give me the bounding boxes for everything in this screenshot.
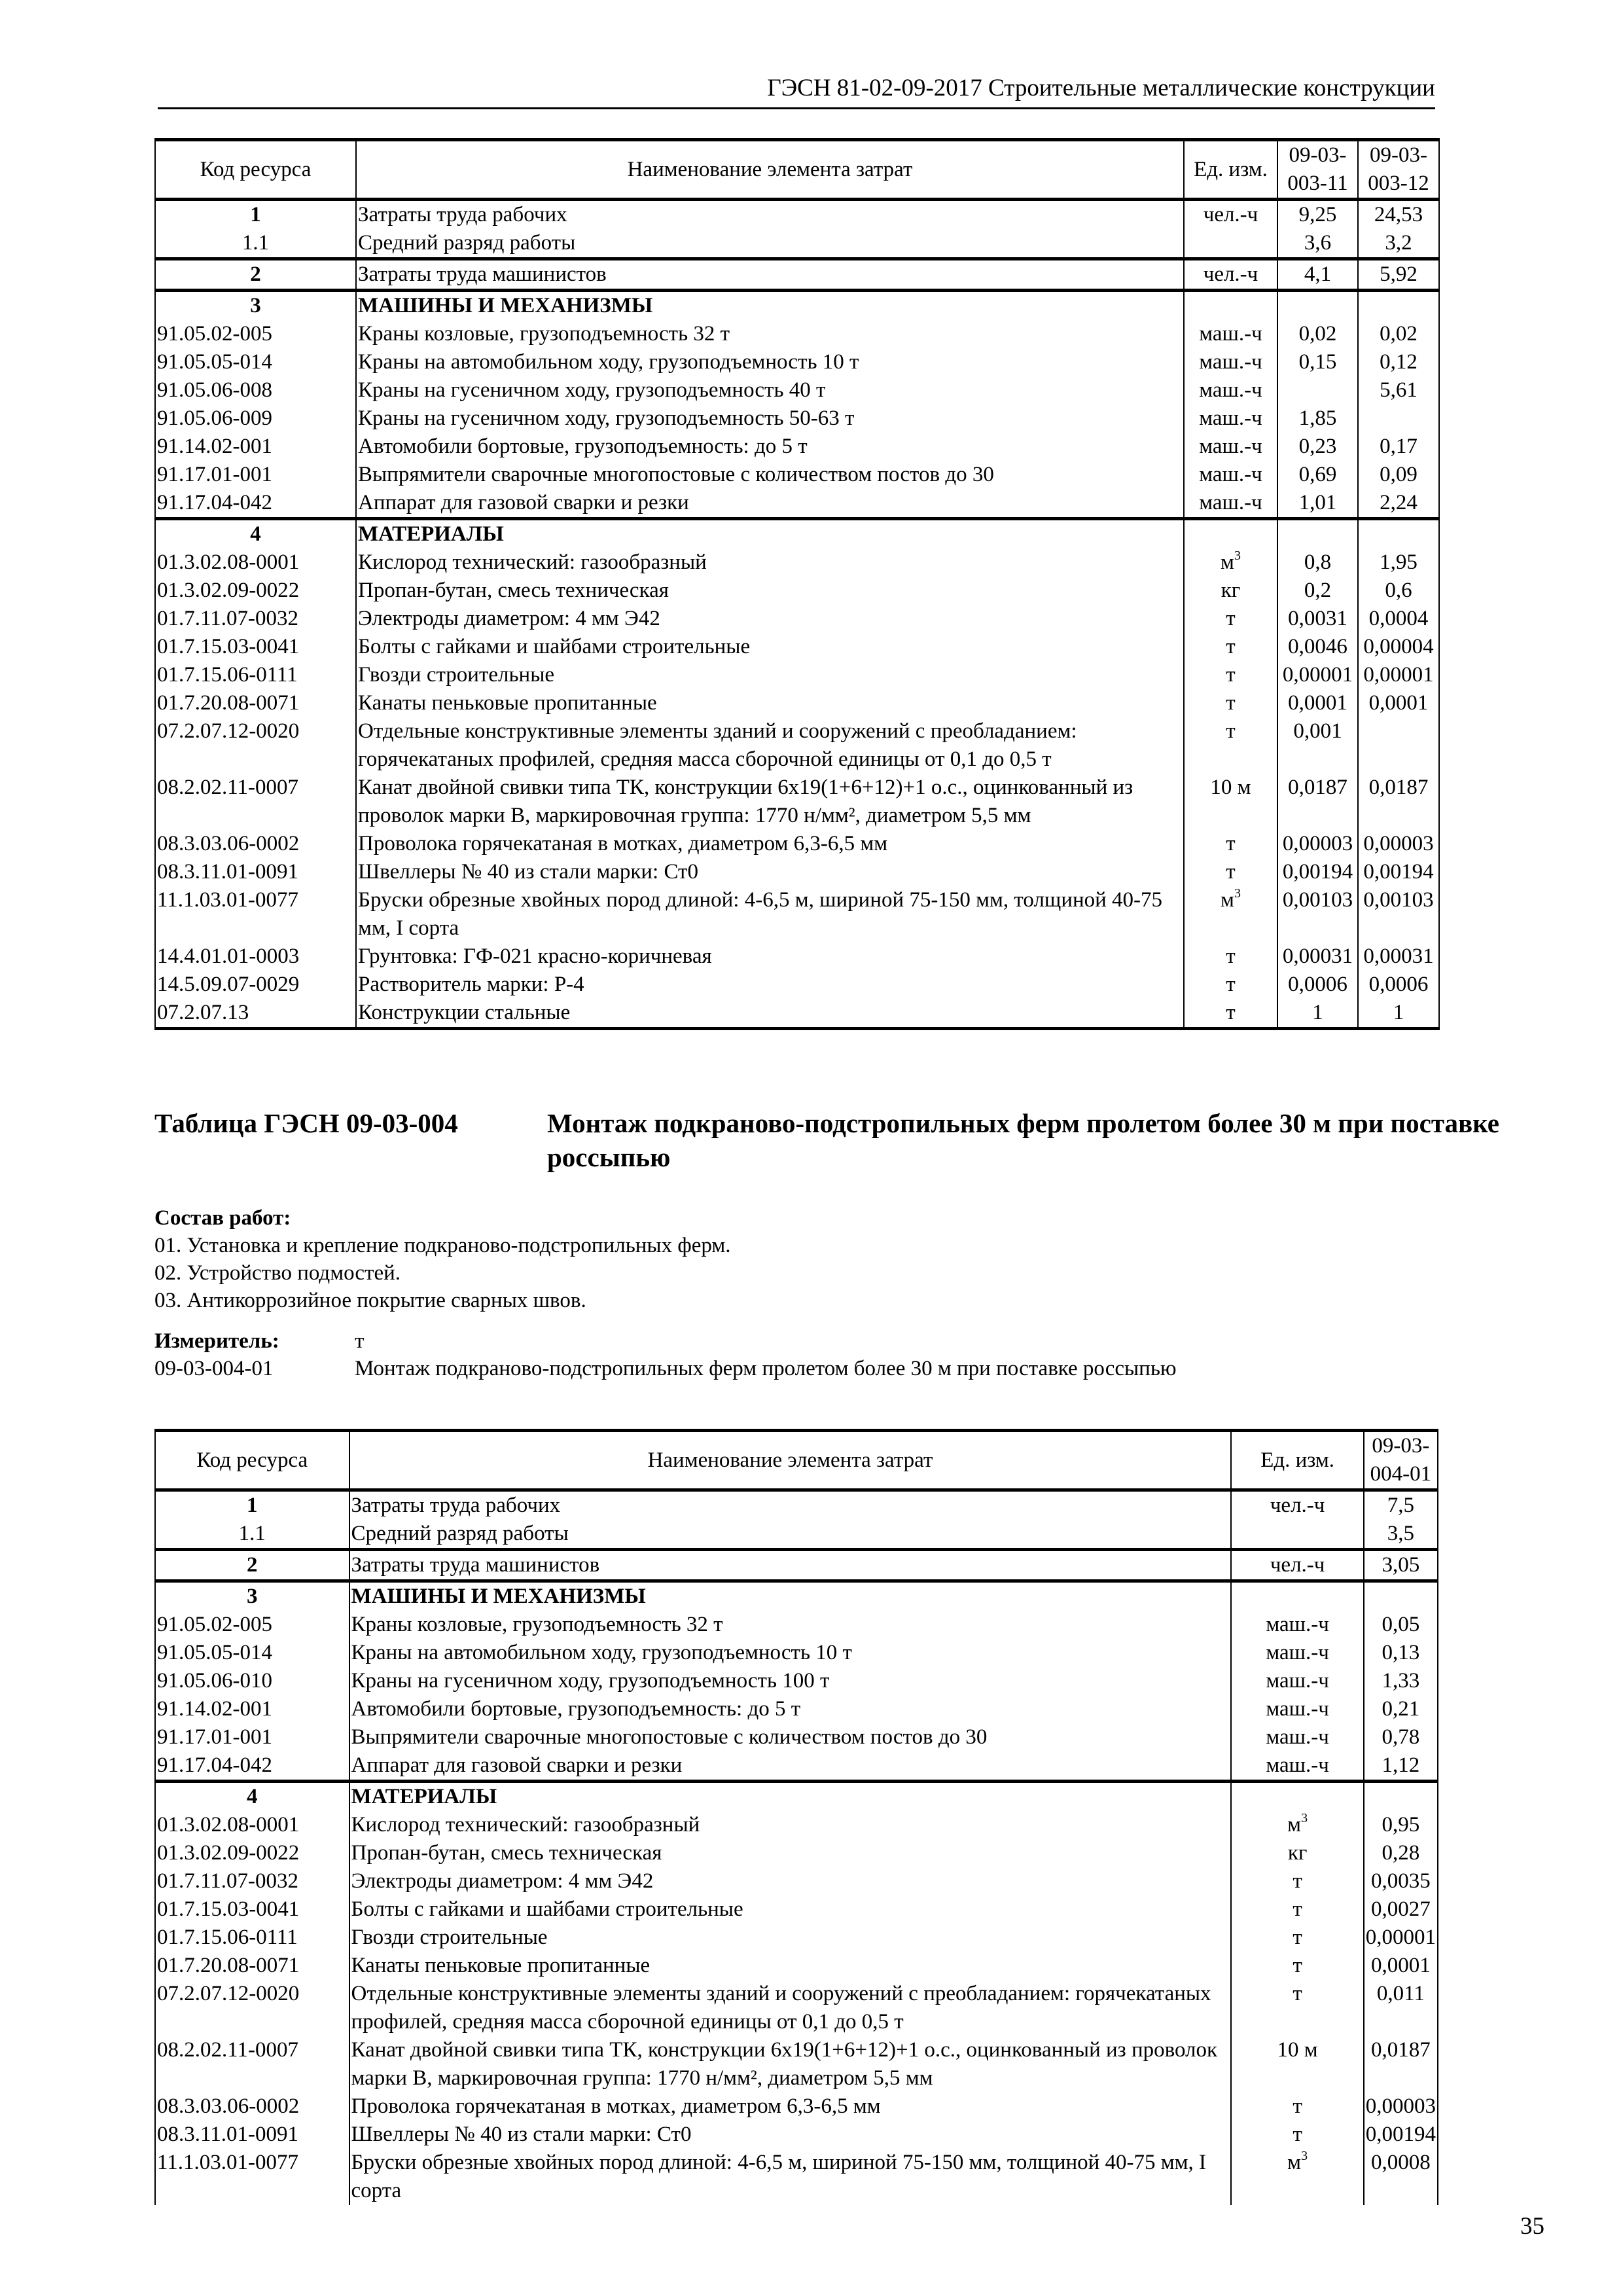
unit: маш.-ч	[1231, 1751, 1363, 1782]
norm-value: 0,0008	[1364, 2149, 1438, 2205]
unit: т	[1184, 605, 1277, 633]
unit: т	[1231, 1895, 1363, 1924]
table-row	[155, 999, 1439, 1029]
cost-element-name: Отдельные конструктивные элементы зданий и сооружений с преобладанием: горячекатаных профилей, средняя масса сборочной единицы от 0,1 до 0,5 т	[349, 1980, 1232, 2036]
table-row	[155, 433, 1439, 461]
norm-value: 0,0027	[1364, 1895, 1438, 1924]
resource-code: 91.14.02-001	[155, 1695, 349, 1723]
cost-element-name: Проволока горячекатаная в мотках, диаметром 6,3-6,5 мм	[356, 830, 1184, 858]
norm-value: 1,95	[1358, 548, 1439, 577]
table-row	[155, 942, 1439, 971]
norm-value: 2,24	[1358, 489, 1439, 519]
resource-code: 91.17.04-042	[155, 489, 356, 519]
resource-code: 91.14.02-001	[155, 433, 356, 461]
col-header-name: Наименование элемента затрат	[349, 1431, 1232, 1490]
unit: 10 м	[1184, 774, 1277, 830]
norm-value: 0,0001	[1358, 689, 1439, 717]
meter-block	[154, 1327, 1529, 1382]
cost-element-name: Канаты пеньковые пропитанные	[356, 689, 1184, 717]
unit: т	[1231, 2092, 1363, 2121]
table-header-row	[155, 140, 1439, 200]
unit: маш.-ч	[1231, 1611, 1363, 1639]
resource-code: 01.3.02.08-0001	[155, 548, 356, 577]
table-row	[155, 717, 1439, 774]
cost-element-name: Конструкции стальные	[356, 999, 1184, 1029]
cost-element-name: МАШИНЫ И МЕХАНИЗМЫ	[349, 1581, 1232, 1611]
resource-code: 01.7.20.08-0071	[155, 689, 356, 717]
cost-element-name: Автомобили бортовые, грузоподъемность: до 5 т	[349, 1695, 1232, 1723]
cost-element-name: МАШИНЫ И МЕХАНИЗМЫ	[356, 291, 1184, 321]
norm-value	[1358, 717, 1439, 774]
resource-code: 01.3.02.08-0001	[155, 1811, 349, 1839]
table-row	[155, 404, 1439, 433]
resource-code: 11.1.03.01-0077	[155, 886, 356, 942]
resource-code: 91.05.02-005	[155, 320, 356, 348]
table-row	[155, 2121, 1438, 2149]
resource-code: 01.7.11.07-0032	[155, 1867, 349, 1895]
resource-code: 91.05.06-009	[155, 404, 356, 433]
cost-element-name: Электроды диаметром: 4 мм Э42	[356, 605, 1184, 633]
norm-value: 0,0001	[1277, 689, 1358, 717]
norm-value: 0,00001	[1358, 661, 1439, 689]
cost-element-name: Краны козловые, грузоподъемность 32 т	[356, 320, 1184, 348]
cost-element-name: Гвозди строительные	[349, 1924, 1232, 1952]
meter-label: Измеритель:	[154, 1329, 279, 1353]
norm-value: 0,12	[1358, 348, 1439, 376]
norm-value: 0,0004	[1358, 605, 1439, 633]
cost-element-name: МАТЕРИАЛЫ	[349, 1782, 1232, 1812]
unit: $м^3$	[1184, 548, 1277, 577]
table-row	[155, 661, 1439, 689]
table-row	[155, 376, 1439, 404]
norm-value: 0,0187	[1358, 774, 1439, 830]
resource-code: 08.2.02.11-0007	[155, 2036, 349, 2092]
resource-code: 08.3.11.01-0091	[155, 858, 356, 886]
table-row	[155, 1520, 1438, 1550]
cost-element-name: Автомобили бортовые, грузоподъемность: до 5 т	[356, 433, 1184, 461]
unit: т	[1184, 633, 1277, 661]
unit: т	[1231, 1952, 1363, 1980]
norm-value: 0,001	[1277, 717, 1358, 774]
table-row	[155, 2036, 1438, 2092]
norm-value: 0,00194	[1358, 858, 1439, 886]
unit	[1184, 291, 1277, 321]
norm-value: 0,00103	[1358, 886, 1439, 942]
table-row	[155, 259, 1439, 291]
col-header-unit: Ед. изм.	[1184, 140, 1277, 200]
unit: маш.-ч	[1231, 1723, 1363, 1751]
norm-value: 1	[1277, 999, 1358, 1029]
table-row	[155, 1839, 1438, 1867]
resource-code: 01.7.15.06-0111	[155, 1924, 349, 1952]
table-row	[155, 229, 1439, 259]
norm-value: 0,00001	[1364, 1924, 1438, 1952]
table-row	[155, 1952, 1438, 1980]
cost-element-name: Средний разряд работы	[356, 229, 1184, 259]
cost-element-name: Электроды диаметром: 4 мм Э42	[349, 1867, 1232, 1895]
norm-value: 1,33	[1364, 1667, 1438, 1695]
unit: чел.-ч	[1184, 259, 1277, 291]
resource-code: 1	[155, 200, 356, 230]
cost-element-name: Краны на автомобильном ходу, грузоподъемность 10 т	[349, 1639, 1232, 1667]
norm-value: 0,0006	[1358, 971, 1439, 999]
norm-value	[1364, 1782, 1438, 1812]
work-item: 02. Устройство подмостей.	[154, 1261, 401, 1285]
table-row	[155, 1667, 1438, 1695]
table-row	[155, 548, 1439, 577]
norm-value: 0,69	[1277, 461, 1358, 489]
norm-value: 7,5	[1364, 1490, 1438, 1520]
norm-value: 0,95	[1364, 1811, 1438, 1839]
unit: кг	[1184, 577, 1277, 605]
unit: т	[1184, 942, 1277, 971]
cost-element-name: Гвозди строительные	[356, 661, 1184, 689]
resource-code: 91.17.01-001	[155, 1723, 349, 1751]
resource-table-09-03-003	[154, 138, 1440, 1030]
page-number: 35	[1520, 2213, 1544, 2240]
table-row	[155, 200, 1439, 230]
unit: чел.-ч	[1231, 1550, 1363, 1581]
table-row	[155, 577, 1439, 605]
cost-element-name: Затраты труда машинистов	[349, 1550, 1232, 1581]
cost-element-name: Болты с гайками и шайбами строительные	[356, 633, 1184, 661]
unit: т	[1184, 830, 1277, 858]
unit	[1231, 1782, 1363, 1812]
norm-value: 0,00194	[1277, 858, 1358, 886]
resource-code: 1	[155, 1490, 349, 1520]
norm-value: 0,17	[1358, 433, 1439, 461]
unit: $м^3$	[1184, 886, 1277, 942]
unit: т	[1184, 999, 1277, 1029]
norm-value	[1358, 291, 1439, 321]
unit: маш.-ч	[1231, 1695, 1363, 1723]
cost-element-name: Канат двойной свивки типа ТК, конструкции 6х19(1+6+12)+1 о.с., оцинкованный из проволок марки В, маркировочная группа: 1770 н/мм², диаметром 5,5 мм	[349, 2036, 1232, 2092]
table-name: Монтаж подкраново-подстропильных ферм пролетом более 30 м при поставке россыпью	[547, 1108, 1499, 1172]
norm-value: 0,00103	[1277, 886, 1358, 942]
resource-code: 01.7.20.08-0071	[155, 1952, 349, 1980]
cost-element-name: Краны на гусеничном ходу, грузоподъемность 50-63 т	[356, 404, 1184, 433]
table-row	[155, 489, 1439, 519]
norm-value: 0,21	[1364, 1695, 1438, 1723]
cost-element-name: Швеллеры № 40 из стали марки: Ст0	[356, 858, 1184, 886]
norm-value: 0,00031	[1277, 942, 1358, 971]
resource-code: 01.3.02.09-0022	[155, 1839, 349, 1867]
table-row	[155, 1811, 1438, 1839]
cost-element-name: Кислород технический: газообразный	[349, 1811, 1232, 1839]
norm-value: 0,0046	[1277, 633, 1358, 661]
norm-value: 0,28	[1364, 1839, 1438, 1867]
unit: маш.-ч	[1184, 433, 1277, 461]
table-row	[155, 519, 1439, 549]
table-row	[155, 830, 1439, 858]
norm-value: 0,00003	[1358, 830, 1439, 858]
resource-code: 11.1.03.01-0077	[155, 2149, 349, 2205]
norm-value: 0,2	[1277, 577, 1358, 605]
norm-value: 0,011	[1364, 1980, 1438, 2036]
norm-value: 0,00031	[1358, 942, 1439, 971]
table-row	[155, 320, 1439, 348]
table-row	[155, 858, 1439, 886]
table-row	[155, 2149, 1438, 2205]
norm-value: 0,02	[1358, 320, 1439, 348]
table-code: Таблица ГЭСН 09-03-004	[154, 1108, 458, 1138]
resource-code: 01.7.15.03-0041	[155, 1895, 349, 1924]
norm-value: 0,00194	[1364, 2121, 1438, 2149]
norm-value: 0,00001	[1277, 661, 1358, 689]
work-item: 01. Установка и крепление подкраново-подстропильных ферм.	[154, 1234, 731, 1257]
cost-element-name: Затраты труда рабочих	[356, 200, 1184, 230]
norm-value	[1277, 519, 1358, 549]
unit: $м^3$	[1231, 2149, 1363, 2205]
cost-element-name: Краны на автомобильном ходу, грузоподъемность 10 т	[356, 348, 1184, 376]
resource-code: 1.1	[155, 229, 356, 259]
table-row	[155, 605, 1439, 633]
table-row	[155, 1639, 1438, 1667]
norm-name: Монтаж подкраново-подстропильных ферм пролетом более 30 м при поставке россыпью	[355, 1357, 1177, 1380]
resource-code: 01.7.15.03-0041	[155, 633, 356, 661]
unit: маш.-ч	[1184, 404, 1277, 433]
resource-code: 08.3.11.01-0091	[155, 2121, 349, 2149]
norm-value: 4,1	[1277, 259, 1358, 291]
col-header-code: Код ресурса	[155, 140, 356, 200]
resource-code: 91.17.04-042	[155, 1751, 349, 1782]
norm-value: 0,15	[1277, 348, 1358, 376]
table-row	[155, 348, 1439, 376]
table-header-row	[155, 1431, 1438, 1490]
unit	[1231, 1581, 1363, 1611]
resource-code: 4	[155, 1782, 349, 1812]
cost-element-name: МАТЕРИАЛЫ	[356, 519, 1184, 549]
table-row	[155, 633, 1439, 661]
unit: $м^3$	[1231, 1811, 1363, 1839]
cost-element-name: Канаты пеньковые пропитанные	[349, 1952, 1232, 1980]
table-row	[155, 2092, 1438, 2121]
unit: т	[1184, 661, 1277, 689]
running-header: ГЭСН 81-02-09-2017 Строительные металлические конструкции	[158, 73, 1435, 109]
unit: маш.-ч	[1184, 489, 1277, 519]
cost-element-name: Краны козловые, грузоподъемность 32 т	[349, 1611, 1232, 1639]
col-header-09-03-004-01: 09-03- 004-01	[1364, 1431, 1438, 1490]
norm-value	[1358, 404, 1439, 433]
norm-value	[1277, 291, 1358, 321]
cost-element-name: Растворитель марки: Р-4	[356, 971, 1184, 999]
cost-element-name: Краны на гусеничном ходу, грузоподъемность 40 т	[356, 376, 1184, 404]
norm-value: 0,00003	[1277, 830, 1358, 858]
norm-value: 0,00004	[1358, 633, 1439, 661]
norm-value: 3,05	[1364, 1550, 1438, 1581]
cost-element-name: Грунтовка: ГФ-021 красно-коричневая	[356, 942, 1184, 971]
table-row	[155, 1751, 1438, 1782]
resource-code: 01.3.02.09-0022	[155, 577, 356, 605]
col-header-code: Код ресурса	[155, 1431, 349, 1490]
unit	[1184, 229, 1277, 259]
cost-element-name: Канат двойной свивки типа ТК, конструкции 6х19(1+6+12)+1 о.с., оцинкованный из проволок марки В, маркировочная группа: 1770 н/мм², диаметром 5,5 мм	[356, 774, 1184, 830]
norm-value: 3,6	[1277, 229, 1358, 259]
cost-element-name: Аппарат для газовой сварки и резки	[349, 1751, 1232, 1782]
unit: маш.-ч	[1231, 1667, 1363, 1695]
norm-value: 0,8	[1277, 548, 1358, 577]
cost-element-name: Выпрямители сварочные многопостовые с количеством постов до 30	[349, 1723, 1232, 1751]
norm-code: 09-03-004-01	[154, 1357, 274, 1380]
table-row	[155, 1895, 1438, 1924]
col-header-unit: Ед. изм.	[1231, 1431, 1363, 1490]
unit: т	[1231, 1867, 1363, 1895]
table-row	[155, 461, 1439, 489]
cost-element-name: Выпрямители сварочные многопостовые с количеством постов до 30	[356, 461, 1184, 489]
unit: маш.-ч	[1184, 461, 1277, 489]
norm-value: 1,01	[1277, 489, 1358, 519]
resource-code: 91.05.06-008	[155, 376, 356, 404]
table-row	[155, 971, 1439, 999]
cost-element-name: Краны на гусеничном ходу, грузоподъемность 100 т	[349, 1667, 1232, 1695]
cost-element-name: Затраты труда рабочих	[349, 1490, 1232, 1520]
unit	[1231, 1520, 1363, 1550]
norm-value: 0,0187	[1277, 774, 1358, 830]
unit: чел.-ч	[1231, 1490, 1363, 1520]
resource-code: 14.5.09.07-0029	[155, 971, 356, 999]
norm-value: 0,0031	[1277, 605, 1358, 633]
cost-element-name: Отдельные конструктивные элементы зданий и сооружений с преобладанием: горячекатаных профилей, средняя масса сборочной единицы от 0,1 до 0,5 т	[356, 717, 1184, 774]
resource-code: 2	[155, 259, 356, 291]
unit: чел.-ч	[1184, 200, 1277, 230]
resource-code: 91.17.01-001	[155, 461, 356, 489]
cost-element-name: Проволока горячекатаная в мотках, диаметром 6,3-6,5 мм	[349, 2092, 1232, 2121]
cost-element-name: Средний разряд работы	[349, 1520, 1232, 1550]
works-title: Состав работ:	[154, 1206, 291, 1230]
table-row	[155, 1490, 1438, 1520]
cost-element-name: Швеллеры № 40 из стали марки: Ст0	[349, 2121, 1232, 2149]
table-row	[155, 1782, 1438, 1812]
resource-code: 2	[155, 1550, 349, 1581]
norm-value: 0,13	[1364, 1639, 1438, 1667]
norm-value: 0,23	[1277, 433, 1358, 461]
norm-value: 9,25	[1277, 200, 1358, 230]
cost-element-name: Болты с гайками и шайбами строительные	[349, 1895, 1232, 1924]
resource-code: 08.3.03.06-0002	[155, 2092, 349, 2121]
table-row	[155, 1867, 1438, 1895]
resource-code: 3	[155, 291, 356, 321]
unit: маш.-ч	[1184, 348, 1277, 376]
table-row	[155, 1550, 1438, 1581]
norm-value: 0,00003	[1364, 2092, 1438, 2121]
works-composition	[154, 1204, 1463, 1314]
norm-value: 0,09	[1358, 461, 1439, 489]
col-header-09-03-003-11: 09-03- 003-11	[1277, 140, 1358, 200]
norm-value: 0,0187	[1364, 2036, 1438, 2092]
unit: кг	[1231, 1839, 1363, 1867]
table-row	[155, 1581, 1438, 1611]
unit: т	[1231, 2121, 1363, 2149]
resource-code: 01.7.11.07-0032	[155, 605, 356, 633]
unit: т	[1184, 971, 1277, 999]
resource-code: 08.3.03.06-0002	[155, 830, 356, 858]
table-row	[155, 774, 1439, 830]
cost-element-name: Бруски обрезные хвойных пород длиной: 4-6,5 м, шириной 75-150 мм, толщиной 40-75 мм, I сорта	[349, 2149, 1232, 2205]
table-row	[155, 886, 1439, 942]
resource-code: 07.2.07.12-0020	[155, 717, 356, 774]
resource-code: 07.2.07.13	[155, 999, 356, 1029]
resource-code: 07.2.07.12-0020	[155, 1980, 349, 2036]
unit: маш.-ч	[1184, 320, 1277, 348]
norm-value: 0,0001	[1364, 1952, 1438, 1980]
resource-code: 91.05.05-014	[155, 1639, 349, 1667]
norm-value	[1358, 519, 1439, 549]
norm-value: 3,2	[1358, 229, 1439, 259]
unit: т	[1184, 689, 1277, 717]
table-row	[155, 1695, 1438, 1723]
col-header-name: Наименование элемента затрат	[356, 140, 1184, 200]
resource-code: 14.4.01.01-0003	[155, 942, 356, 971]
resource-code: 4	[155, 519, 356, 549]
norm-value: 0,0006	[1277, 971, 1358, 999]
table-row	[155, 689, 1439, 717]
table-row	[155, 291, 1439, 321]
resource-code: 01.7.15.06-0111	[155, 661, 356, 689]
resource-code: 08.2.02.11-0007	[155, 774, 356, 830]
norm-value: 0,6	[1358, 577, 1439, 605]
unit	[1184, 519, 1277, 549]
unit: 10 м	[1231, 2036, 1363, 2092]
table-row	[155, 1924, 1438, 1952]
norm-value: 0,0035	[1364, 1867, 1438, 1895]
unit: т	[1184, 717, 1277, 774]
resource-table-09-03-004	[154, 1429, 1438, 2205]
resource-code: 3	[155, 1581, 349, 1611]
norm-value: 1	[1358, 999, 1439, 1029]
col-header-09-03-003-12: 09-03- 003-12	[1358, 140, 1439, 200]
cost-element-name: Аппарат для газовой сварки и резки	[356, 489, 1184, 519]
norm-value: 24,53	[1358, 200, 1439, 230]
cost-element-name: Кислород технический: газообразный	[356, 548, 1184, 577]
norm-value: 5,92	[1358, 259, 1439, 291]
norm-value: 1,85	[1277, 404, 1358, 433]
norm-value: 0,05	[1364, 1611, 1438, 1639]
resource-code: 91.05.06-010	[155, 1667, 349, 1695]
norm-value	[1277, 376, 1358, 404]
norm-value: 5,61	[1358, 376, 1439, 404]
norm-value	[1364, 1581, 1438, 1611]
table-row	[155, 1723, 1438, 1751]
norm-value: 0,02	[1277, 320, 1358, 348]
cost-element-name: Затраты труда машинистов	[356, 259, 1184, 291]
table-row	[155, 1611, 1438, 1639]
norm-value: 1,12	[1364, 1751, 1438, 1782]
meter-value: т	[355, 1329, 365, 1353]
unit: т	[1231, 1924, 1363, 1952]
unit: т	[1231, 1980, 1363, 2036]
norm-value: 3,5	[1364, 1520, 1438, 1550]
cost-element-name: Пропан-бутан, смесь техническая	[356, 577, 1184, 605]
resource-code: 91.05.05-014	[155, 348, 356, 376]
cost-element-name: Бруски обрезные хвойных пород длиной: 4-6,5 м, шириной 75-150 мм, толщиной 40-75 мм, I сорта	[356, 886, 1184, 942]
unit: маш.-ч	[1231, 1639, 1363, 1667]
unit: маш.-ч	[1184, 376, 1277, 404]
unit: т	[1184, 858, 1277, 886]
cost-element-name: Пропан-бутан, смесь техническая	[349, 1839, 1232, 1867]
resource-code: 1.1	[155, 1520, 349, 1550]
resource-code: 91.05.02-005	[155, 1611, 349, 1639]
table-row	[155, 1980, 1438, 2036]
norm-value: 0,78	[1364, 1723, 1438, 1751]
work-item: 03. Антикоррозийное покрытие сварных швов.	[154, 1289, 586, 1312]
